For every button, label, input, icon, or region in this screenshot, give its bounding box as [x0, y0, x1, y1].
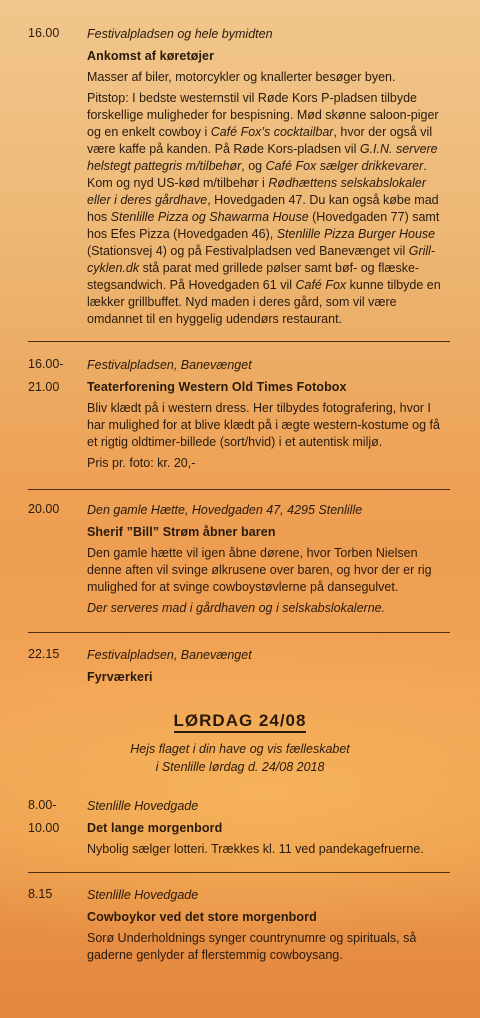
- event-location: Den gamle Hætte, Hovedgaden 47, 4295 Stenlille: [87, 503, 363, 517]
- event-time: 20.00: [28, 502, 60, 516]
- event-location: Festivalpladsen og hele bymidten: [87, 27, 273, 41]
- event-title: Cowboykor ved det store morgenbord: [87, 910, 317, 924]
- day-subtitle-2: i Stenlille lørdag d. 24/08 2018: [155, 760, 325, 774]
- event-title: Fyrværkeri: [87, 670, 153, 684]
- event-location: Festivalpladsen, Banevænget: [87, 648, 252, 662]
- event-time: 16.00: [28, 26, 60, 40]
- divider: [28, 872, 450, 873]
- event-description: Den gamle hætte vil igen åbne dørene, hvor Torben Nielsen denne aften vil svinge ølkrusene over baren, og hvor der er rig mulighed for at svinge cowboystøvlerne på dansegulvet.: [87, 546, 432, 594]
- event-note: Der serveres mad i gårdhaven og i selskabslokalerne.: [87, 601, 386, 615]
- divider: [28, 341, 450, 342]
- event-description: Masser af biler, motorcykler og knallerter besøger byen.: [87, 70, 396, 84]
- event-time-start: 16.00-: [28, 357, 64, 371]
- event-title: Ankomst af køretøjer: [87, 49, 215, 63]
- event-title: Det lange morgenbord: [87, 821, 223, 835]
- event-location: Stenlille Hovedgade: [87, 888, 199, 902]
- event-description: Sorø Underholdnings synger countrynumre og spirituals, så gaderne genlyder af flerstemmig cowboysang.: [87, 931, 417, 962]
- event-location: Stenlille Hovedgade: [87, 799, 199, 813]
- event-time: 22.15: [28, 647, 60, 661]
- event-time: 8.15: [28, 887, 53, 901]
- event-title: Sherif ”Bill” Strøm åbner baren: [87, 525, 276, 539]
- day-heading: LØRDAG 24/08: [0, 711, 480, 731]
- event-price: Pris pr. foto: kr. 20,-: [87, 456, 196, 470]
- event-time-end: 10.00: [28, 821, 60, 835]
- event-description: Bliv klædt på i western dress. Her tilbydes fotografering, hvor I har mulighed for at blive klædt på i ægte western-kostume og få et rigtig oldtimer-billede (sort/hvid) i et autentisk miljø.: [87, 401, 440, 449]
- day-subtitle-1: Hejs flaget i din have og vis fælleskabet: [130, 742, 350, 756]
- event-location: Festivalpladsen, Banevænget: [87, 358, 252, 372]
- pitstop-description: Pitstop: I bedste westernstil vil Røde Kors P-pladsen tilbyde forskellige muligheder for bespisning. Mød skønne saloon-piger og en enkelt cowboy i Café Fox’s cocktailbar, hvor der også vil være kaffe på kanden. På Røde Kors-pladsen vil G.I.N. servere helstegt pattegris m/tilbehør, og Café Fox sælger drikkevarer. Kom og nyd US-kød m/tilbehør i Rødhættens selskabslokaler eller i deres gårdhave, Hovedgaden 47. Du kan også købe mad hos Stenlille Pizza og Shawarma House (Hovedgaden 77) samt hos Efes Pizza (Hovedgaden 46), Stenlille Pizza Burger House (Stationsvej 4) og på Festivalpladsen ved Banevænget vil Grill-cyklen.dk stå parat med grillede pølser samt bøf- og flæske-stegsandwich. På Hovedgaden 61 vil Café Fox kunne tilbyde en lækker grillbuffet. Nyd maden i deres gård, som vil være omdannet til en hyggelig udendørs restaurant.: [87, 91, 441, 326]
- event-time-end: 21.00: [28, 380, 60, 394]
- divider: [28, 632, 450, 633]
- event-title: Teaterforening Western Old Times Fotobox: [87, 380, 347, 394]
- divider: [28, 489, 450, 490]
- event-time-start: 8.00-: [28, 798, 57, 812]
- event-description: Nybolig sælger lotteri. Trækkes kl. 11 ved pandekagefruerne.: [87, 842, 424, 856]
